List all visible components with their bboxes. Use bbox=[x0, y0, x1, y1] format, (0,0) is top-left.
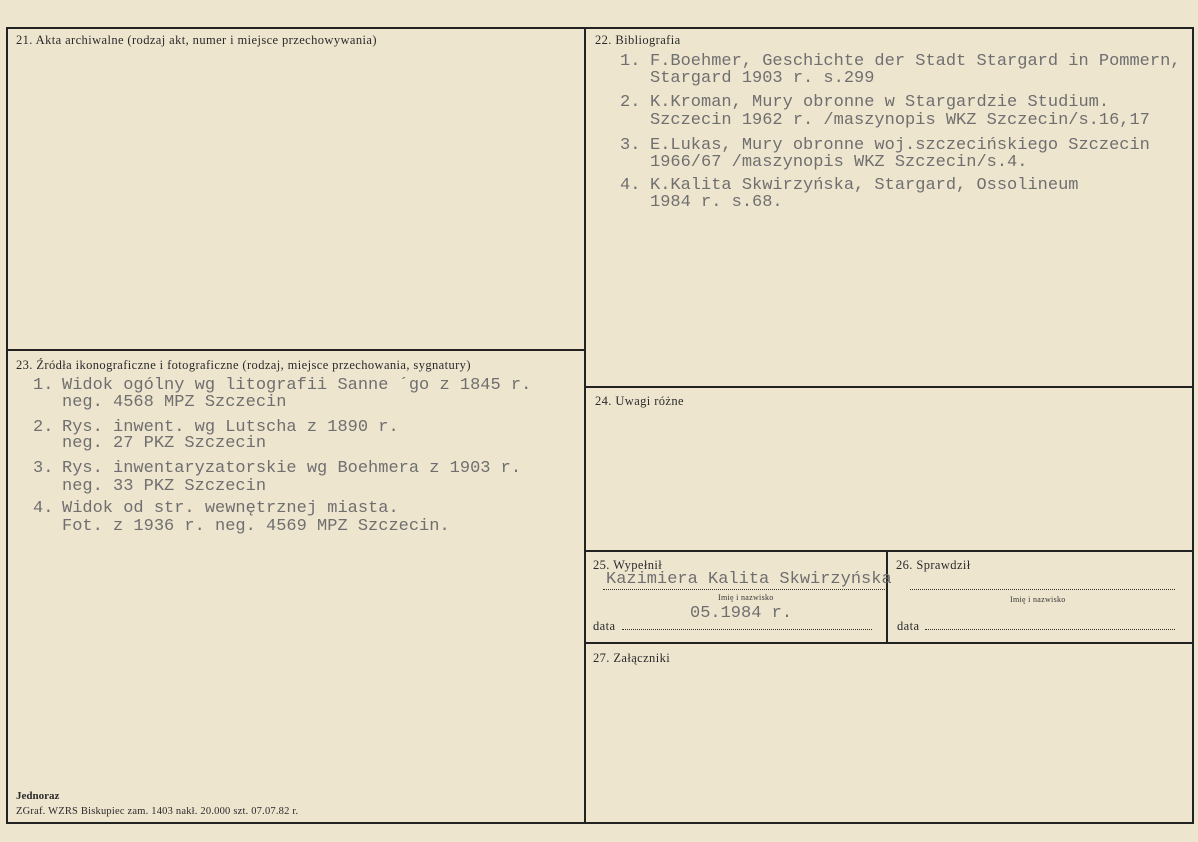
left-divider-21-23 bbox=[6, 349, 585, 351]
iconography-line: Fot. z 1936 r. neg. 4569 MPZ Szczecin. bbox=[62, 517, 450, 536]
filled-by-name: Kazimiera Kalita Skwirzyńska bbox=[606, 570, 892, 589]
filled-by-name-caption: Imię i nazwisko bbox=[718, 593, 774, 602]
bibliography-line: K.Kalita Skwirzyńska, Stargard, Ossolineum bbox=[650, 176, 1079, 195]
checked-by-name-line bbox=[910, 589, 1175, 590]
bibliography-line: F.Boehmer, Geschichte der Stadt Stargard in Pommern, bbox=[650, 52, 1181, 71]
bibliography-number: 2. bbox=[620, 93, 641, 112]
iconography-number: 2. bbox=[33, 418, 54, 437]
bibliography-number: 1. bbox=[620, 52, 641, 71]
bibliography-line: 1984 r. s.68. bbox=[650, 193, 783, 212]
checked-by-name-caption: Imię i nazwisko bbox=[1010, 595, 1066, 604]
right-divider-22-24 bbox=[585, 386, 1192, 388]
section-27-label: 27. Załączniki bbox=[593, 651, 671, 665]
section-26-label: 26. Sprawdził bbox=[896, 558, 971, 572]
checked-by-date-line bbox=[925, 629, 1175, 630]
bibliography-line: 1966/67 /maszynopis WKZ Szczecin/s.4. bbox=[650, 153, 1028, 172]
section-21-label: 21. Akta archiwalne (rodzaj akt, numer i miejsce przechowywania) bbox=[16, 33, 377, 47]
center-divider bbox=[584, 27, 586, 822]
checked-by-date-label: data bbox=[897, 619, 920, 633]
iconography-line: Widok od str. wewnętrznej miasta. bbox=[62, 499, 399, 518]
section-24-label: 24. Uwagi różne bbox=[595, 394, 684, 408]
iconography-line: neg. 27 PKZ Szczecin bbox=[62, 434, 267, 453]
iconography-number: 3. bbox=[33, 459, 54, 478]
iconography-line: neg. 33 PKZ Szczecin bbox=[62, 477, 267, 496]
filled-by-date-label: data bbox=[593, 619, 616, 633]
iconography-line: Widok ogólny wg litografii Sanne ´go z 1845 r. bbox=[62, 376, 532, 395]
bibliography-line: Stargard 1903 r. s.299 bbox=[650, 69, 875, 88]
iconography-number: 1. bbox=[33, 376, 54, 395]
bibliography-number: 3. bbox=[620, 136, 641, 155]
filled-by-name-line bbox=[603, 589, 885, 590]
section-22-label: 22. Bibliografia bbox=[595, 33, 681, 47]
iconography-line: neg. 4568 MPZ Szczecin bbox=[62, 393, 287, 412]
bibliography-number: 4. bbox=[620, 176, 641, 195]
filled-by-date: 05.1984 r. bbox=[690, 604, 793, 623]
footer-title: Jednoraz bbox=[16, 790, 60, 802]
iconography-line: Rys. inwent. wg Lutscha z 1890 r. bbox=[62, 418, 399, 437]
right-divider-24-25 bbox=[585, 550, 1192, 552]
iconography-line: Rys. inwentaryzatorskie wg Boehmera z 1903 r. bbox=[62, 459, 522, 478]
iconography-number: 4. bbox=[33, 499, 54, 518]
right-divider-25-27 bbox=[585, 642, 1192, 644]
bibliography-line: K.Kroman, Mury obronne w Stargardzie Studium. bbox=[650, 93, 1110, 112]
printer-imprint: ZGraf. WZRS Biskupiec zam. 1403 nakł. 20.000 szt. 07.07.82 r. bbox=[16, 806, 299, 817]
section-23-label: 23. Źródła ikonograficzne i fotograficzne (rodzaj, miejsce przechowania, sygnatury) bbox=[16, 358, 471, 372]
bibliography-line: E.Lukas, Mury obronne woj.szczecińskiego Szczecin bbox=[650, 136, 1150, 155]
divider-25-26 bbox=[886, 551, 888, 643]
section-25-label: 25. Wypełnił bbox=[593, 558, 663, 572]
bibliography-line: Szczecin 1962 r. /maszynopis WKZ Szczecin/s.16,17 bbox=[650, 111, 1150, 130]
filled-by-date-line bbox=[622, 629, 872, 630]
